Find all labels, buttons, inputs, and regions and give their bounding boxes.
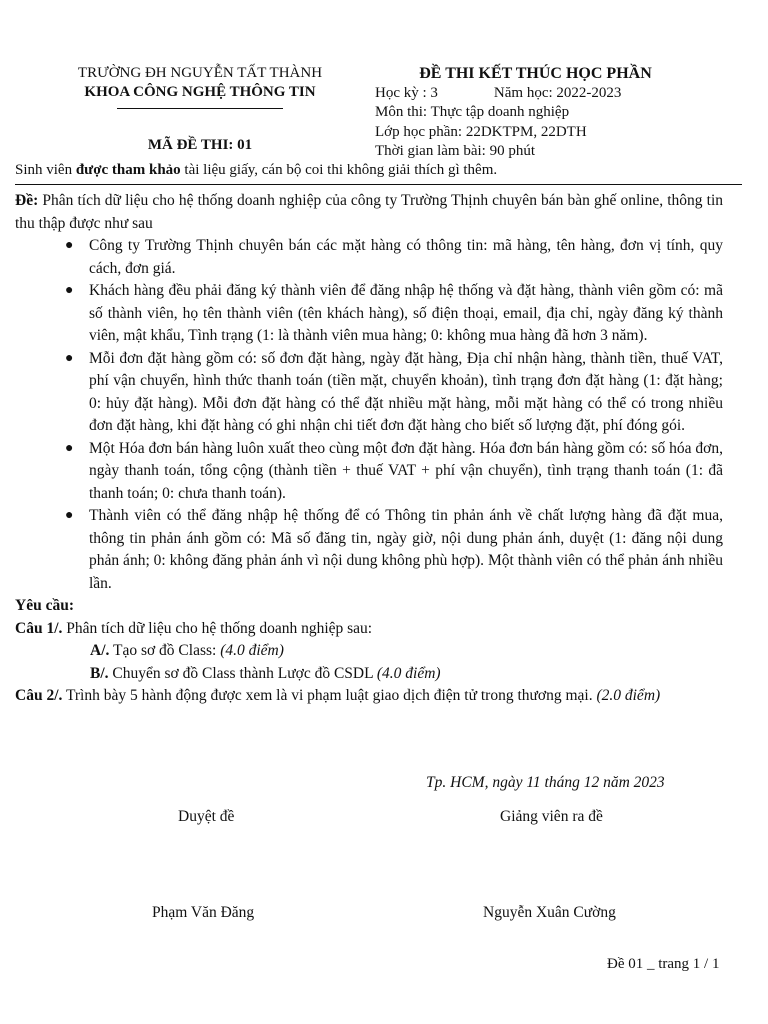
bullet-icon: ● <box>65 440 74 456</box>
q1-text: Phân tích dữ liệu cho hệ thống doanh nghiệp sau: <box>62 619 373 637</box>
semester: Học kỳ : 3 <box>375 84 438 101</box>
approver-title: Duyệt đề <box>178 808 235 825</box>
bullet-text: Công ty Trường Thịnh chuyên bán các mặt hàng có thông tin: mã hàng, tên hàng, đơn vị tính, quy cách, đơn giá. <box>89 237 723 277</box>
duration: Thời gian làm bài: 90 phút <box>375 143 535 159</box>
note-bold: được tham khảo <box>75 162 181 178</box>
list-item <box>15 280 723 348</box>
bullet-icon: ● <box>65 508 74 523</box>
exam-info-block <box>375 64 708 162</box>
bullet-icon: ● <box>65 238 74 253</box>
q1a-points: (4.0 điểm) <box>220 642 284 659</box>
requirements-label: Yêu cầu: <box>15 597 74 614</box>
exam-title: ĐỀ THI KẾT THÚC HỌC PHẦN <box>419 65 652 82</box>
bullet-text: Khách hàng đều phải đăng ký thành viên để đăng nhập hệ thống và đặt hàng, thành viên gồm có: mã số thành viên, họ tên thành viên (tên khách hàng), số điện thoại, email, địa chỉ, ngày đăng ký thành viên, mật khẩu, Tình trạng (1: là thành viên mua hàng; 0: không mua hàng đã hơn 3 năm). <box>89 282 723 344</box>
list-item <box>15 235 723 280</box>
note-prefix: Sinh viên <box>15 162 76 178</box>
place-date: Tp. HCM, ngày 11 tháng 12 năm 2023 <box>426 774 665 791</box>
faculty-name: KHOA CÔNG NGHỆ THÔNG TIN <box>84 84 316 100</box>
requirements-heading <box>15 595 723 618</box>
list-item <box>15 505 723 595</box>
list-item <box>15 438 723 506</box>
bullet-text: Thành viên có thể đăng nhập hệ thống để có Thông tin phản ánh về chất lượng hàng đã đặt mua, thông tin phản ánh gồm có: Mã số đăng tin, ngày giờ, nội dung phản ánh, duyệt (1: đăng nội dung phản ánh; 0: không đăng phản ánh vì nội dung không phù hợp). Một thành viên có thể phản ánh nhiều lần. <box>89 507 723 592</box>
q1a-label: A/. <box>90 642 110 659</box>
q2-points: (2.0 điểm) <box>596 687 661 704</box>
institution-block <box>40 64 360 109</box>
bullet-icon: ● <box>65 350 74 366</box>
q1-label: Câu 1/. <box>15 619 63 637</box>
problem-bullets <box>15 235 723 595</box>
q1b-label: B/. <box>90 664 109 682</box>
question-1b <box>15 663 723 686</box>
q2-label: Câu 2/. <box>15 687 63 704</box>
note-suffix: tài liệu giấy, cán bộ coi thi không giải thích gì thêm. <box>180 162 498 178</box>
author-name: Nguyễn Xuân Cường <box>483 904 616 921</box>
divider <box>15 184 742 185</box>
exam-body <box>15 190 723 708</box>
semester-row <box>375 84 708 104</box>
bullet-text: Một Hóa đơn bán hàng luôn xuất theo cùng một đơn đặt hàng. Hóa đơn bán hàng gồm có: số hóa đơn, ngày thanh toán, tổng cộng (thành tiền + thuế VAT + phí vận chuyển), tình trạng thanh toán (1: đã thanh toán; 0: chưa thanh toán). <box>89 439 723 502</box>
question-1 <box>15 618 723 641</box>
problem-label: Đề: <box>15 192 39 209</box>
q1b-points: (4.0 điểm) <box>376 664 441 682</box>
class-section: Lớp học phần: 22DKTPM, 22DTH <box>375 123 587 140</box>
author-title: Giảng viên ra đề <box>500 808 603 825</box>
bullet-text: Mỗi đơn đặt hàng gồm có: số đơn đặt hàng, ngày đặt hàng, Địa chỉ nhận hàng, thành tiền, thuế VAT, phí vận chuyển, hình thức thanh toán (tiền mặt, chuyển khoản), tình trạng đơn đặt hàng (1: đặt hàng; 0: hủy đặt hàng). Mỗi đơn đặt hàng có thể đặt nhiều mặt hàng, mỗi mặt hàng có thể có trong nhiều đơn đặt hàng, khi đặt hàng có ghi nhận chi tiết đơn đặt hàng cho biết số lượng đặt, phí đóng gói. <box>89 349 723 434</box>
question-1a <box>15 640 723 663</box>
bullet-icon: ● <box>65 283 74 298</box>
school-year: Năm học: 2022-2023 <box>493 84 622 101</box>
problem-intro <box>15 190 723 235</box>
q1b-text: Chuyển sơ đồ Class thành Lược đồ CSDL <box>108 664 377 682</box>
approver-name: Phạm Văn Đăng <box>152 904 255 921</box>
exam-note <box>15 162 497 179</box>
problem-intro-text: Phân tích dữ liệu cho hệ thống doanh nghiệp của công ty Trường Thịnh chuyên bán bàn ghế online, thông tin thu thập được như sau <box>15 192 723 232</box>
q1a-text: Tạo sơ đồ Class: <box>109 642 221 659</box>
header-underline <box>117 108 283 109</box>
question-2 <box>15 685 723 708</box>
q2-text: Trình bày 5 hành động được xem là vi phạm luật giao dịch điện tử trong thương mại. <box>62 687 597 704</box>
list-item <box>15 348 723 438</box>
exam-code: MÃ ĐỀ THI: 01 <box>147 137 253 153</box>
subject: Môn thi: Thực tập doanh nghiệp <box>375 104 570 120</box>
university-name: TRƯỜNG ĐH NGUYỄN TẤT THÀNH <box>77 65 323 81</box>
page-footer: Đề 01 _ trang 1 / 1 <box>607 956 720 972</box>
